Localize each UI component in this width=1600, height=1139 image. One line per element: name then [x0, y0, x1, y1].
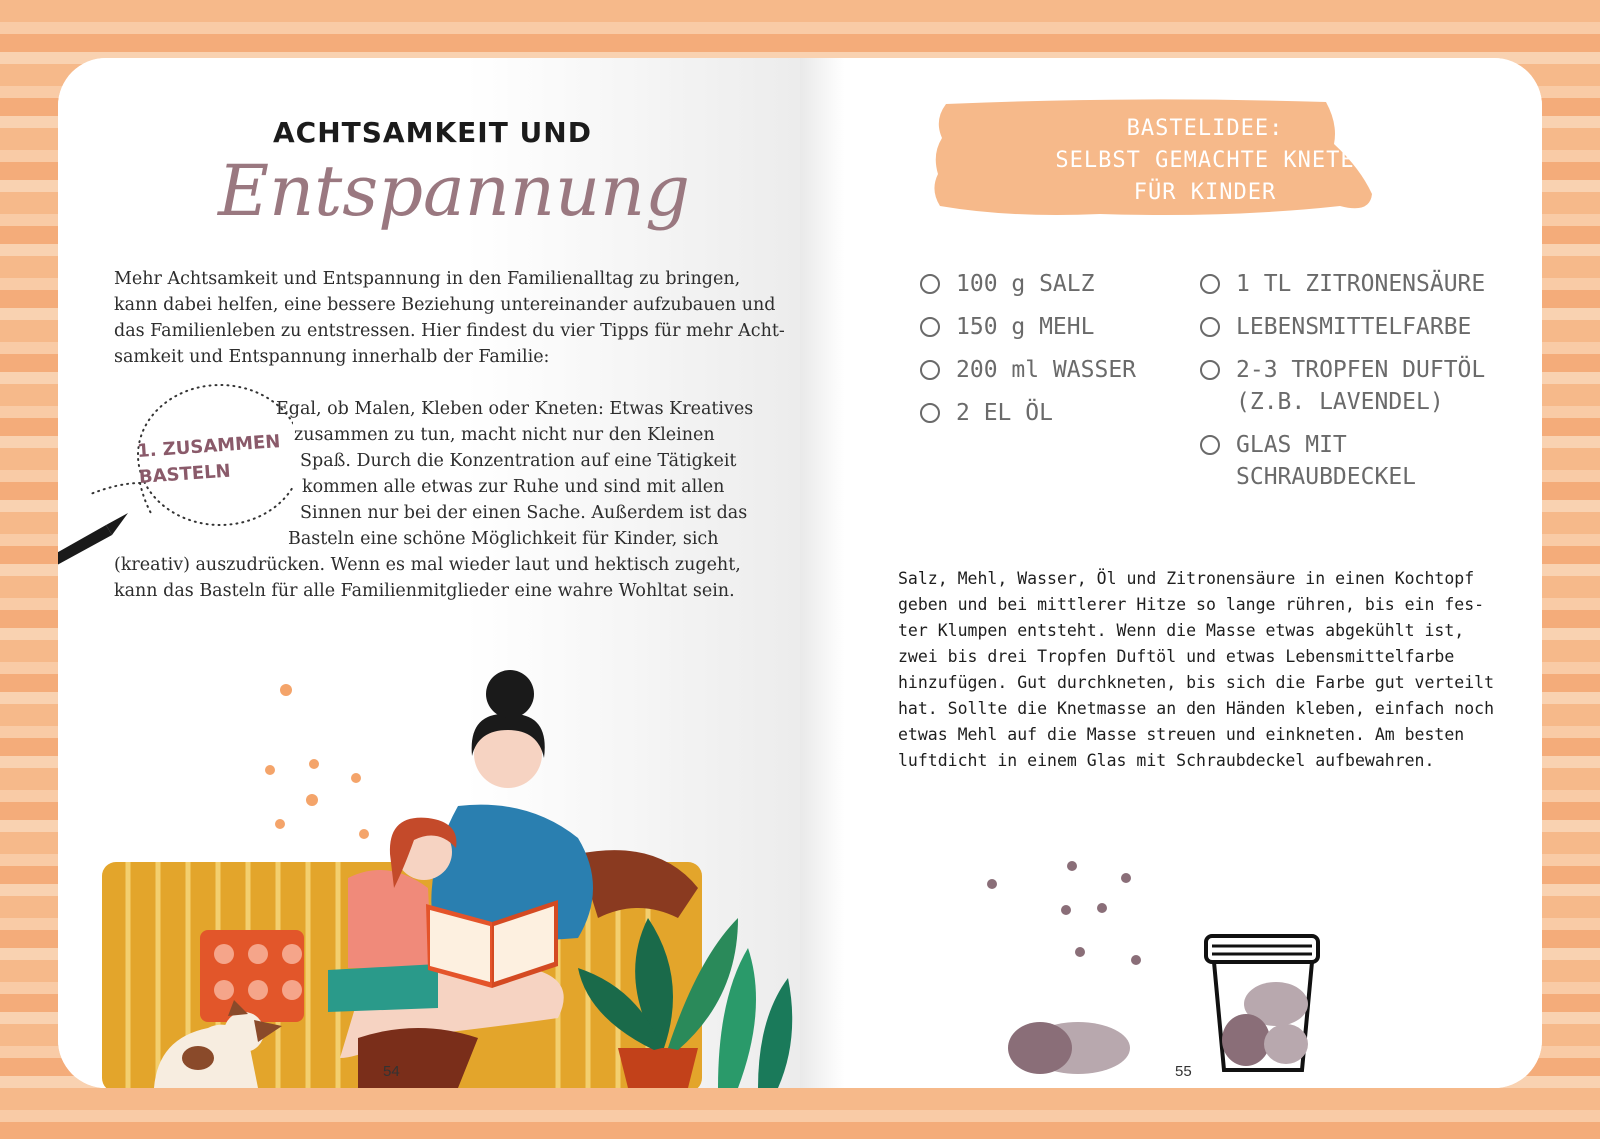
- tip-paragraph: [114, 396, 754, 604]
- right-page: [800, 58, 1542, 1088]
- intro-line: Mehr Achtsamkeit und Entspannung in den Familienalltag zu bringen,: [114, 269, 741, 289]
- instruction-line: etwas Mehl auf die Masse streuen und einkneten. Am besten: [898, 725, 1465, 744]
- ingredient-item: [1200, 311, 1485, 343]
- ingredient-label: 100 g SALZ: [956, 271, 1095, 297]
- ingredient-item: [920, 397, 1136, 429]
- intro-line: samkeit und Entspannung innerhalb der Familie:: [114, 347, 550, 367]
- tip-line: kommen alle etwas zur Ruhe und sind mit allen: [302, 477, 725, 497]
- craft-idea-banner: [1050, 113, 1360, 209]
- ingredient-label: (Z.B. LAVENDEL): [1236, 389, 1444, 415]
- ingredient-label: 1 TL ZITRONENSÄURE: [1236, 271, 1486, 297]
- instruction-line: zwei bis drei Tropfen Duftöl und etwas Lebensmittelfarbe: [898, 647, 1455, 666]
- ingredient-label: LEBENSMITTELFARBE: [1236, 314, 1472, 340]
- checkbox-circle-icon: [1200, 274, 1220, 294]
- instruction-line: geben und bei mittlerer Hitze so lange rühren, bis ein fes-: [898, 595, 1485, 614]
- title-line-2: Entspannung: [218, 150, 690, 232]
- banner-line: FÜR KINDER: [1133, 180, 1277, 205]
- ingredient-label: 150 g MEHL: [956, 314, 1095, 340]
- page-number-left: 54: [383, 1063, 400, 1080]
- tip-line: Egal, ob Malen, Kleben oder Kneten: Etwas Kreatives: [276, 399, 754, 419]
- tip-line: kann das Basteln für alle Familienmitglieder eine wahre Wohltat sein.: [114, 581, 735, 601]
- checkbox-circle-icon: [920, 403, 940, 423]
- instruction-line: ter Klumpen entsteht. Wenn die Masse etwas abgekühlt ist,: [898, 621, 1465, 640]
- checkbox-circle-icon: [920, 360, 940, 380]
- instruction-line: hat. Sollte die Knetmasse an den Händen kleben, einfach noch: [898, 699, 1495, 718]
- ingredient-label: GLAS MIT: [1236, 432, 1347, 458]
- checkbox-circle-icon: [1200, 317, 1220, 337]
- ingredient-item: [1200, 268, 1485, 300]
- ingredient-label: 2 EL ÖL: [956, 400, 1053, 426]
- title-line-1: ACHTSAMKEIT UND: [273, 116, 592, 149]
- ingredient-item: [1200, 354, 1485, 418]
- ingredient-label: 2-3 TROPFEN DUFTÖL: [1236, 357, 1486, 383]
- instruction-line: Salz, Mehl, Wasser, Öl und Zitronensäure in einen Kochtopf: [898, 569, 1475, 588]
- ingredient-list-1: [920, 268, 1136, 440]
- ingredient-list-2: [1200, 268, 1485, 504]
- page-number-right: 55: [1175, 1063, 1192, 1080]
- tip-heading-line: BASTELN: [138, 460, 232, 488]
- left-page: [58, 58, 800, 1088]
- instructions-paragraph: [898, 566, 1518, 774]
- ingredient-item: [920, 354, 1136, 386]
- checkbox-circle-icon: [920, 274, 940, 294]
- tip-line: Basteln eine schöne Möglichkeit für Kinder, sich: [288, 529, 719, 549]
- tip-line: Spaß. Durch die Konzentration auf eine Tätigkeit: [300, 451, 737, 471]
- instruction-line: luftdicht in einem Glas mit Schraubdeckel aufbewahren.: [898, 751, 1435, 770]
- ingredient-label: SCHRAUBDECKEL: [1236, 464, 1417, 490]
- tip-line: Sinnen nur bei der einen Sache. Außerdem ist das: [300, 503, 748, 523]
- ingredient-label: 200 ml WASSER: [956, 357, 1137, 383]
- intro-line: kann dabei helfen, eine bessere Beziehung untereinander aufzubauen und: [114, 295, 776, 315]
- book-spread: [58, 58, 1542, 1088]
- tip-heading-line: 1. ZUSAMMEN: [136, 431, 282, 463]
- intro-paragraph: [114, 266, 785, 370]
- ingredient-item: [920, 311, 1136, 343]
- intro-line: das Familienleben zu entstressen. Hier findest du vier Tipps für mehr Acht-: [114, 321, 785, 341]
- ingredient-item: [920, 268, 1136, 300]
- checkbox-circle-icon: [920, 317, 940, 337]
- checkbox-circle-icon: [1200, 360, 1220, 380]
- banner-line: BASTELIDEE:: [1126, 116, 1284, 141]
- dough-jar-illustration: [980, 848, 1380, 1088]
- checkbox-circle-icon: [1200, 435, 1220, 455]
- reading-family-illustration: [58, 618, 800, 1088]
- tip-line: (kreativ) auszudrücken. Wenn es mal wieder laut und hektisch zugeht,: [114, 555, 741, 575]
- banner-line: SELBST GEMACHTE KNETE: [1055, 148, 1355, 173]
- tip-line: zusammen zu tun, macht nicht nur den Kleinen: [294, 425, 715, 445]
- instruction-line: hinzufügen. Gut durchkneten, bis sich die Farbe gut verteilt: [898, 673, 1495, 692]
- ingredient-item: [1200, 429, 1485, 493]
